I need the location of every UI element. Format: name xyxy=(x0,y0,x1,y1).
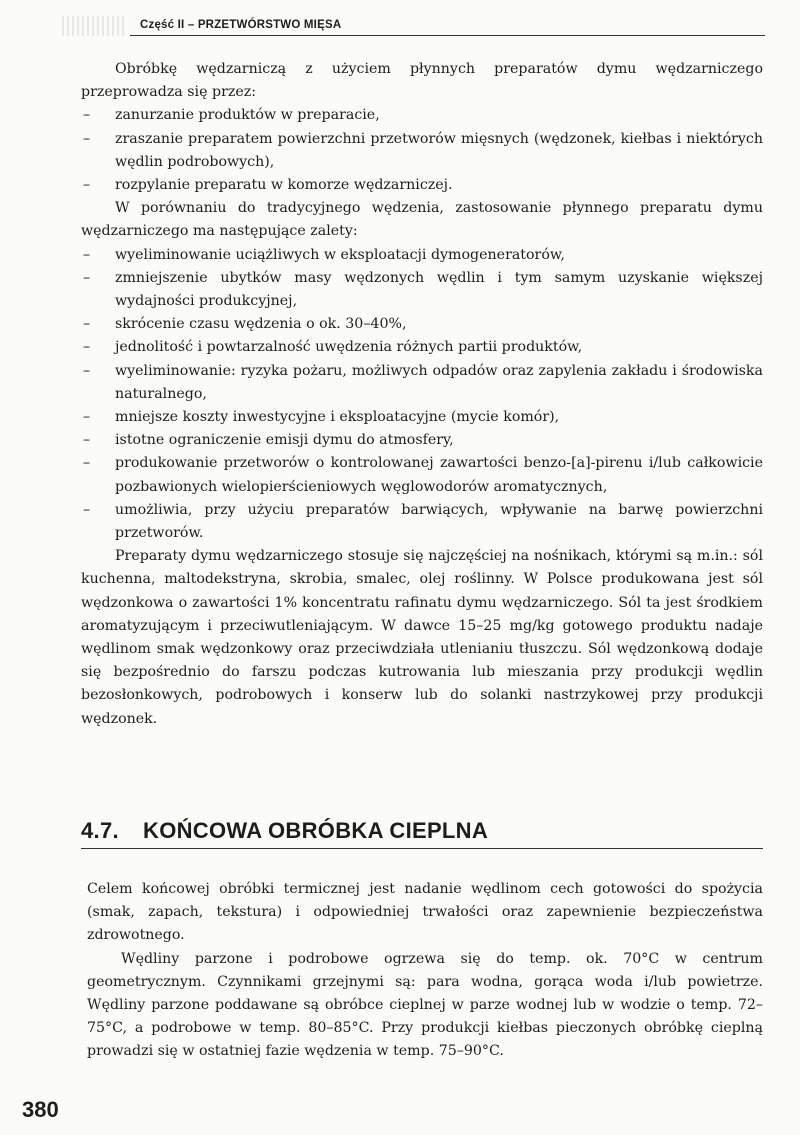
paragraph: Celem końcowej obróbki termicznej jest nadanie wędlinom cech gotowości do spożycia (smak, zapach, tekstura) i odpowiedniej trwałości oraz zapewnienie bezpieczeństwa zdrowotnego. xyxy=(87,881,763,944)
paragraph: W porównaniu do tradycyjnego wędzenia, zastosowanie płynnego preparatu dymu wędzarniczego ma następujące zalety: xyxy=(81,200,763,240)
list-item: – zmniejszenie ubytków masy wędzonych wędlin i tym samym uzyskanie większej wydajności produkcyjnej, xyxy=(81,267,763,313)
main-text xyxy=(81,58,763,731)
list-item: – zraszanie preparatem powierzchni przetworów mięsnych (wędzonek, kiełbas i niektórych wędlin podrobowych), xyxy=(81,128,763,174)
running-header xyxy=(130,16,765,36)
section-title: KOŃCOWA OBRÓBKA CIEPLNA xyxy=(143,818,489,843)
list-item: – wyeliminowanie uciążliwych w eksploatacji dymogeneratorów, xyxy=(81,244,763,267)
scan-artifact xyxy=(62,16,124,36)
page-number: 380 xyxy=(22,1097,59,1122)
section-text xyxy=(87,878,763,1064)
list-item: – skrócenie czasu wędzenia o ok. 30–40%, xyxy=(81,313,763,336)
list-item: – mniejsze koszty inwestycyjne i eksploatacyjne (mycie komór), xyxy=(81,406,763,429)
paragraph: Wędliny parzone i podrobowe ogrzewa się do temp. ok. 70°C w centrum geometrycznym. Czynnikami grzejnymi są: para wodna, gorąca woda i/lub powietrze. Wędliny parzone poddawane są obróbce cieplnej w parze wodnej lub w wodzie o temp. 72–75°C, a podrobowe w temp. 80–85°C. Przy produkcji kiełbas pieczonych obróbkę cieplną prowadzi się w ostatniej fazie wędzenia w temp. 75–90°C. xyxy=(87,950,763,1060)
running-title: Część II – PRZETWÓRSTWO MIĘSA xyxy=(140,19,342,31)
list-item: – umożliwia, przy użyciu preparatów barwiących, wpływanie na barwę powierzchni przetworów. xyxy=(81,499,763,545)
methods-list xyxy=(81,104,763,197)
list-item: – jednolitość i powtarzalność uwędzenia różnych partii produktów, xyxy=(81,336,763,359)
list-item: – zanurzanie produktów w preparacie, xyxy=(81,104,763,127)
list-item: – wyeliminowanie: ryzyka pożaru, możliwych odpadów oraz zapylenia zakładu i środowiska naturalnego, xyxy=(81,360,763,406)
list-item: – istotne ograniczenie emisji dymu do atmosfery, xyxy=(81,429,763,452)
paragraph: Obróbkę wędzarniczą z użyciem płynnych preparatów dymu wędzarniczego przeprowadza się przez: xyxy=(81,61,763,101)
paragraph: Preparaty dymu wędzarniczego stosuje się najczęściej na nośnikach, którymi są m.in.: sól kuchenna, maltodekstryna, skrobia, smalec, olej roślinny. W Polsce produkowana jest sól wędzonkowa o zawartości 1% koncentratu rafinatu dymu wędzarniczego. Sól ta jest środkiem aromatyzującym i przeciwutleniającym. W dawce 15–25 mg/kg gotowego produktu nadaje wędlinom smak wędzonkowy oraz przeciwdziała utlenianiu tłuszczu. Sól wędzonkową dodaje się bezpośrednio do farszu podczas kutrowania lub mieszania przy produkcji wędlin bezosłonkowych, podrobowych i konserw lub do solanki nastrzykowej przy produkcji wędzonek. xyxy=(81,548,763,727)
list-item: – produkowanie przetworów o kontrolowanej zawartości benzo-[a]-pirenu i/lub całkowicie pozbawionych wielopierścieniowych węglowodorów aromatycznych, xyxy=(81,452,763,498)
section-heading xyxy=(81,818,763,849)
section-number: 4.7. xyxy=(81,818,119,843)
list-item: – rozpylanie preparatu w komorze wędzarniczej. xyxy=(81,174,763,197)
advantages-list xyxy=(81,244,763,546)
